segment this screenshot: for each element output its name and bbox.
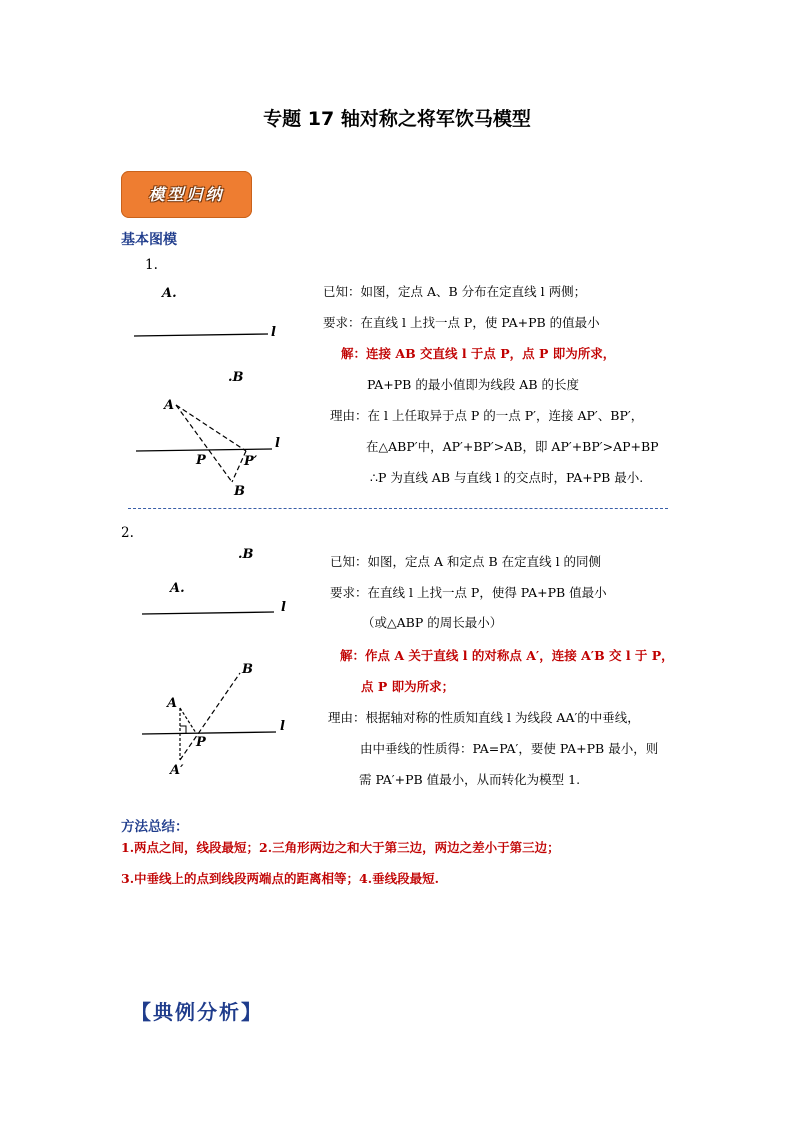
fig2b-line-l <box>142 732 276 734</box>
fig1-label-l: l <box>271 325 276 340</box>
fig2b-label-P: P <box>196 735 206 750</box>
model2-solution-label: 解： <box>340 648 366 663</box>
model1-require: 要求：在直线 l 上找一点 P，使 PA+PB 的值最小 <box>323 315 600 330</box>
fig1-line-l <box>134 334 268 336</box>
page-title: 专题 17 轴对称之将军饮马模型 <box>263 108 531 130</box>
fig1-label-A-dot: A. <box>162 286 177 301</box>
model2-figures <box>130 540 300 780</box>
fig1b-label-l: l <box>275 436 280 451</box>
fig2-label-A-dot: A. <box>170 581 185 596</box>
fig2b-label-l: l <box>280 719 285 734</box>
fig1b-label-A: A <box>164 398 175 413</box>
summary-line-2: 3.中垂线上的点到线段两端点的距离相等；4.垂线段最短. <box>121 871 439 886</box>
model1-known: 已知：如图，定点 A、B 分布在定直线 l 两侧； <box>323 284 587 299</box>
fig2b-segment-AP <box>180 708 196 733</box>
fig1b-line-l <box>136 449 272 451</box>
model2-reason-3: 需 PA′+PB 值最小，从而转化为模型 1. <box>359 772 581 787</box>
example-heading: 【典例分析】 <box>131 1000 263 1024</box>
fig1b-label-P: P <box>196 453 206 468</box>
model1-solution-cont: PA+PB 的最小值即为线段 AB 的长度 <box>367 377 579 392</box>
model2-reason-1: 理由：根据轴对称的性质知直线 l 为线段 AA′的中垂线， <box>328 710 640 725</box>
fig2b-label-B: B <box>242 662 253 677</box>
model2-require: 要求：在直线 l 上找一点 P，使得 PA+PB 值最小 <box>330 585 607 600</box>
model2-solution-red-2: 点 P 即为所求； <box>361 679 455 694</box>
model2-require-note: （或△ABP 的周长最小） <box>362 615 503 630</box>
fig2b-label-A: A <box>167 696 178 711</box>
fig2-label-B-dot: .B <box>238 547 254 562</box>
fig1b-label-P-prime: P′ <box>244 454 258 469</box>
model2-number: 2. <box>121 525 134 541</box>
summary-line-1: 1.两点之间，线段最短；2.三角形两边之和大于第三边，两边之差小于第三边； <box>121 840 560 855</box>
summary-heading: 方法总结： <box>121 819 189 835</box>
model1-reason-3: ∴P 为直线 AB 与直线 l 的交点时，PA+PB 最小. <box>370 470 644 485</box>
model1-number: 1. <box>145 257 158 273</box>
fig2b-segment-A-prime-B <box>180 673 240 760</box>
section-heading: 基本图模 <box>121 232 177 248</box>
model1-solution-label: 解： <box>341 346 367 361</box>
fig2-line-l <box>142 612 274 614</box>
model1-solution-red: 连接 AB 交直线 l 于点 P，点 P 即为所求， <box>366 346 616 361</box>
model-summary-badge <box>121 171 252 218</box>
fig1b-label-B: B <box>234 484 245 499</box>
model1-reason-1: 理由：在 l 上任取异于点 P 的一点 P′，连接 AP′、BP′， <box>330 408 644 423</box>
model2-known: 已知：如图，定点 A 和定点 B 在定直线 l 的同侧 <box>330 554 602 569</box>
fig1-label-B-dot: .B <box>228 370 244 385</box>
model2-solution-red-1: 作点 A 关于直线 l 的对称点 A′，连接 A′B 交 l 于 P， <box>365 648 674 663</box>
model1-reason-2: 在△ABP′中，AP′+BP′>AB，即 AP′+BP′>AP+BP <box>366 439 659 454</box>
fig1b-segment-AB <box>176 405 232 482</box>
fig2b-right-angle-mark <box>180 726 186 733</box>
fig2-label-l: l <box>281 600 286 615</box>
badge-label: 模型归纳 <box>148 185 225 204</box>
section-divider <box>128 508 668 509</box>
fig2b-label-A-prime: A′ <box>170 763 184 778</box>
model1-figures <box>120 275 300 505</box>
model2-reason-2: 由中垂线的性质得：PA=PA′，要使 PA+PB 最小，则 <box>360 741 659 756</box>
fig1b-segment-AP-prime <box>176 405 246 451</box>
